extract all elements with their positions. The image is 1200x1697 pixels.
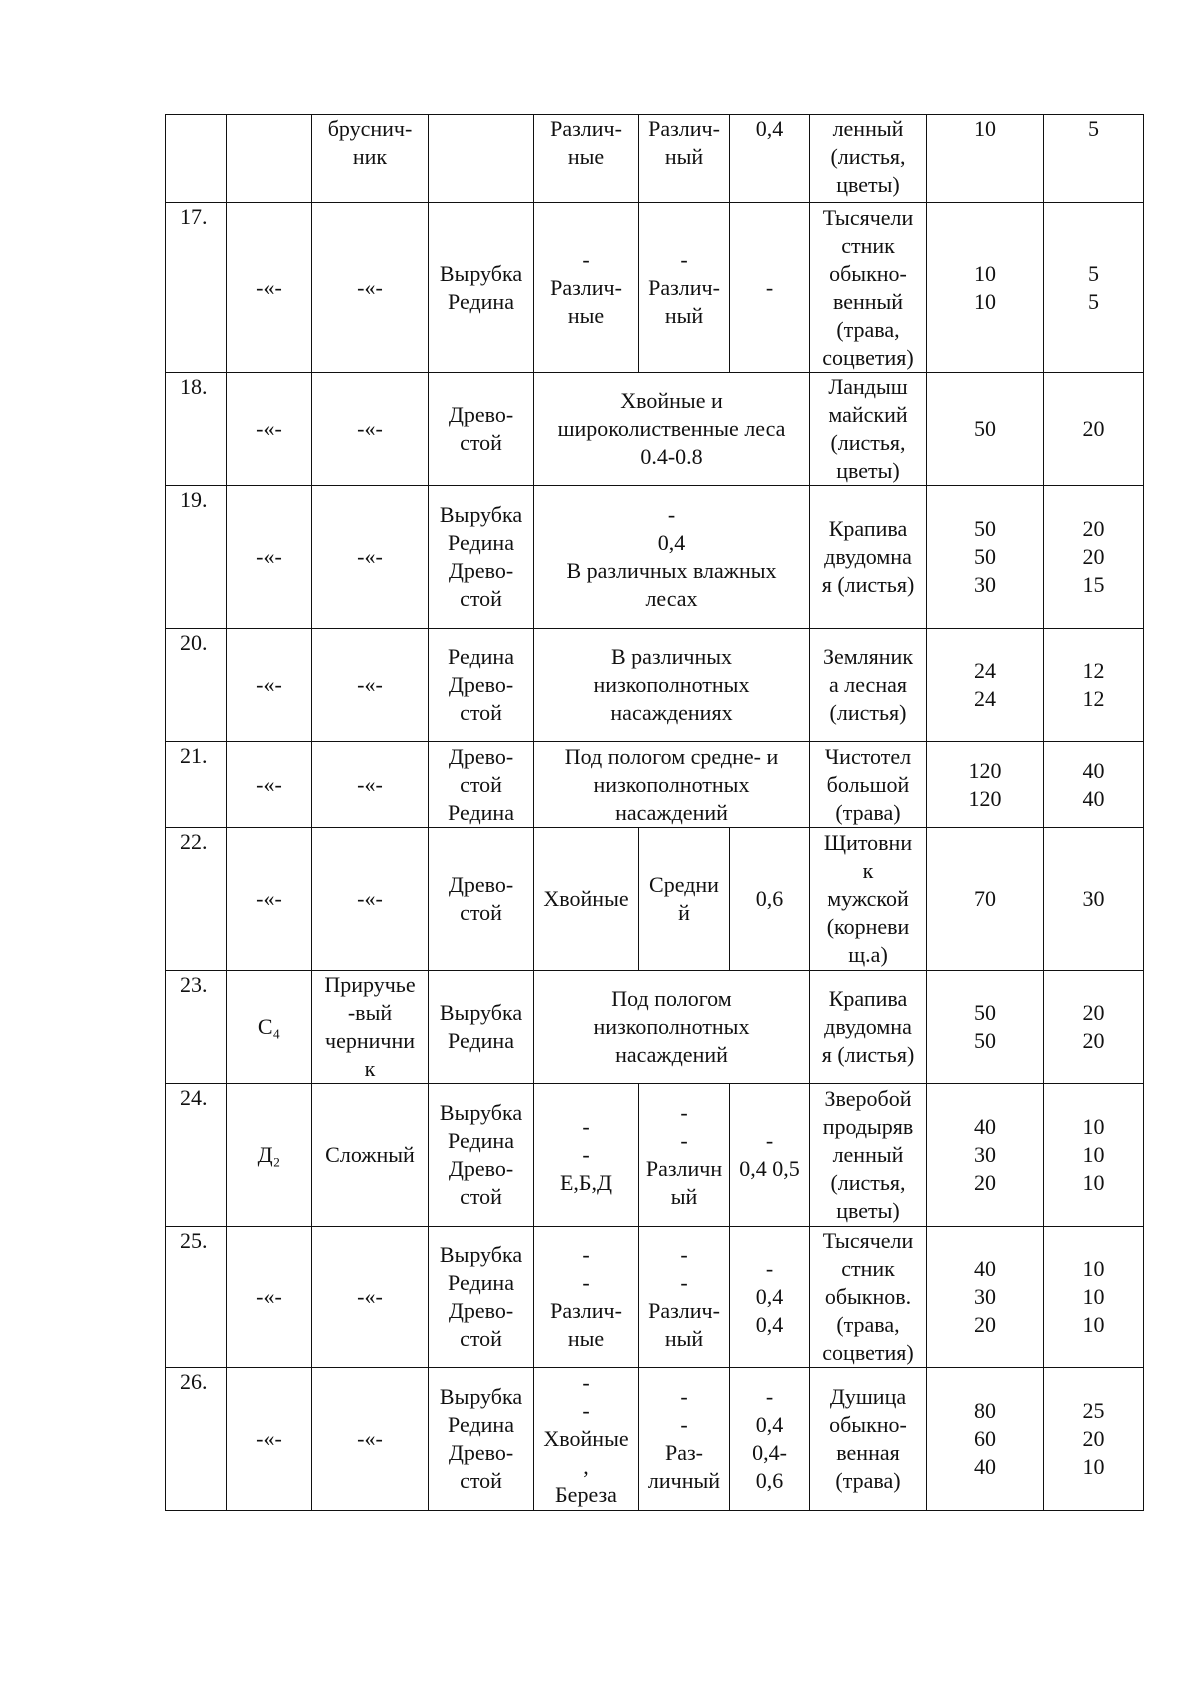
- cell-c5: Хвойные: [534, 828, 639, 971]
- cell-c6: Различ- ный: [639, 115, 730, 203]
- cell-c9: 50 50 30: [927, 486, 1044, 629]
- cell-num: 17.: [166, 203, 227, 373]
- cell-num: 25.: [166, 1227, 227, 1368]
- cell-c6: - - Различн ый: [639, 1084, 730, 1227]
- cell-c10: 20 20 15: [1044, 486, 1144, 629]
- cell-c2: -«-: [227, 1368, 312, 1511]
- cell-c8: Зверобой продыряв ленный (листья, цветы): [810, 1084, 927, 1227]
- cell-c4: Вырубка Редина: [429, 203, 534, 373]
- cell-c4: Вырубка Редина: [429, 971, 534, 1084]
- cell-c10: 20 20: [1044, 971, 1144, 1084]
- cell-c5: Различ- ные: [534, 115, 639, 203]
- cell-c5: - - Различ- ные: [534, 1227, 639, 1368]
- cell-c6: - - Раз- личный: [639, 1368, 730, 1511]
- cell-c3: -«-: [312, 486, 429, 629]
- cell-c2: -«-: [227, 629, 312, 742]
- cell-merged: Под пологом низкополнотных насаждений: [534, 971, 810, 1084]
- cell-num: 26.: [166, 1368, 227, 1511]
- cell-c10: 12 12: [1044, 629, 1144, 742]
- cell-num: 19.: [166, 486, 227, 629]
- cell-c5: - Различ- ные: [534, 203, 639, 373]
- cell-c4: [429, 115, 534, 203]
- table-row: [166, 203, 1144, 373]
- table-row: [166, 1227, 1144, 1368]
- cell-c10: 10 10 10: [1044, 1084, 1144, 1227]
- cell-c9: 40 30 20: [927, 1227, 1044, 1368]
- cell-c4: Древо- стой: [429, 828, 534, 971]
- cell-c8: Крапива двудомна я (листья): [810, 486, 927, 629]
- cell-num: 23.: [166, 971, 227, 1084]
- cell-c9: 120 120: [927, 742, 1044, 828]
- cell-c10: 10 10 10: [1044, 1227, 1144, 1368]
- cell-c7: 0,4: [730, 115, 810, 203]
- table-row: [166, 971, 1144, 1084]
- table-row: [166, 1084, 1144, 1227]
- cell-c8: Душица обыкно- венная (трава): [810, 1368, 927, 1511]
- cell-num: [166, 115, 227, 203]
- cell-merged: Хвойные и широколиственные леса 0.4-0.8: [534, 373, 810, 486]
- cell-c3: -«-: [312, 1227, 429, 1368]
- cell-c10: 40 40: [1044, 742, 1144, 828]
- cell-c4: Древо- стой: [429, 373, 534, 486]
- cell-c9: 70: [927, 828, 1044, 971]
- cell-c7: -: [730, 203, 810, 373]
- cell-c7: - 0,4 0,4- 0,6: [730, 1368, 810, 1511]
- cell-c8: Ландыш майский (листья, цветы): [810, 373, 927, 486]
- cell-c9: 10: [927, 115, 1044, 203]
- cell-c9: 40 30 20: [927, 1084, 1044, 1227]
- cell-c3: -«-: [312, 629, 429, 742]
- cell-c2: [227, 115, 312, 203]
- cell-num: 22.: [166, 828, 227, 971]
- cell-c3: -«-: [312, 373, 429, 486]
- cell-c10: 25 20 10: [1044, 1368, 1144, 1511]
- cell-c3: -«-: [312, 1368, 429, 1511]
- cell-c5: - - Е,Б,Д: [534, 1084, 639, 1227]
- table-row: [166, 115, 1144, 203]
- cell-c2: С₄: [227, 971, 312, 1084]
- table-row: [166, 1368, 1144, 1511]
- cell-c8: ленный (листья, цветы): [810, 115, 927, 203]
- cell-c4: Древо- стой Редина: [429, 742, 534, 828]
- cell-c3: -«-: [312, 203, 429, 373]
- cell-c4: Вырубка Редина Древо- стой: [429, 486, 534, 629]
- cell-c9: 24 24: [927, 629, 1044, 742]
- cell-c3: Сложный: [312, 1084, 429, 1227]
- cell-c8: Крапива двудомна я (листья): [810, 971, 927, 1084]
- cell-c9: 50: [927, 373, 1044, 486]
- cell-c2: -«-: [227, 373, 312, 486]
- cell-c2: -«-: [227, 203, 312, 373]
- cell-c9: 80 60 40: [927, 1368, 1044, 1511]
- cell-num: 21.: [166, 742, 227, 828]
- cell-c8: Чистотел большой (трава): [810, 742, 927, 828]
- cell-c4: Вырубка Редина Древо- стой: [429, 1227, 534, 1368]
- cell-c2: -«-: [227, 1227, 312, 1368]
- table-row: [166, 373, 1144, 486]
- table-row: [166, 828, 1144, 971]
- cell-c4: Вырубка Редина Древо- стой: [429, 1368, 534, 1511]
- cell-c7: - 0,4 0,4: [730, 1227, 810, 1368]
- cell-merged: В различных низкополнотных насаждениях: [534, 629, 810, 742]
- cell-c6: - - Различ- ный: [639, 1227, 730, 1368]
- cell-c3: Приручье -вый чернични к: [312, 971, 429, 1084]
- table-row: [166, 742, 1144, 828]
- cell-merged: - 0,4 В различных влажных лесах: [534, 486, 810, 629]
- cell-c3: -«-: [312, 828, 429, 971]
- cell-c10: 20: [1044, 373, 1144, 486]
- cell-c10: 30: [1044, 828, 1144, 971]
- cell-c8: Тысячели стник обыкно- венный (трава, соцветия): [810, 203, 927, 373]
- cell-c8: Земляник а лесная (листья): [810, 629, 927, 742]
- cell-c8: Тысячели стник обыкнов. (трава, соцветия): [810, 1227, 927, 1368]
- cell-c6: - Различ- ный: [639, 203, 730, 373]
- table-row: [166, 629, 1144, 742]
- cell-c7: - 0,4 0,5: [730, 1084, 810, 1227]
- cell-c2: -«-: [227, 828, 312, 971]
- cell-c9: 50 50: [927, 971, 1044, 1084]
- cell-c8: Щитовни к мужской (корневи щ.а): [810, 828, 927, 971]
- cell-c5: - - Хвойные , Береза: [534, 1368, 639, 1511]
- table-body: [166, 115, 1144, 1511]
- cell-c9: 10 10: [927, 203, 1044, 373]
- cell-c7: 0,6: [730, 828, 810, 971]
- cell-merged: Под пологом средне- и низкополнотных насаждений: [534, 742, 810, 828]
- cell-c3: бруснич- ник: [312, 115, 429, 203]
- cell-num: 18.: [166, 373, 227, 486]
- cell-c10: 5 5: [1044, 203, 1144, 373]
- table-row: [166, 486, 1144, 629]
- cell-c3: -«-: [312, 742, 429, 828]
- cell-c2: -«-: [227, 742, 312, 828]
- cell-num: 20.: [166, 629, 227, 742]
- cell-c2: Д₂: [227, 1084, 312, 1227]
- cell-c4: Редина Древо- стой: [429, 629, 534, 742]
- cell-c10: 5: [1044, 115, 1144, 203]
- cell-c6: Средни й: [639, 828, 730, 971]
- cell-c2: -«-: [227, 486, 312, 629]
- data-table: [165, 114, 1144, 1511]
- cell-c4: Вырубка Редина Древо- стой: [429, 1084, 534, 1227]
- cell-num: 24.: [166, 1084, 227, 1227]
